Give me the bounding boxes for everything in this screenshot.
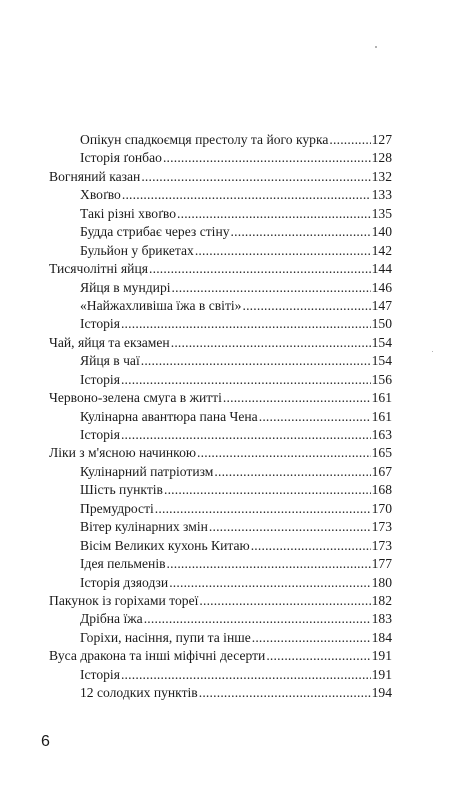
toc-page-number: 170 (371, 500, 392, 516)
dot-leader (171, 334, 371, 352)
toc-entry-title: Опікун спадкоємця престолу та його курка (80, 132, 329, 147)
toc-section (0, 666, 392, 684)
toc-section (0, 555, 392, 573)
toc-entry-title: Яйця в чаї (80, 353, 140, 369)
toc-chapter (0, 168, 392, 186)
toc-chapter (0, 444, 392, 462)
dot-leader (169, 574, 370, 592)
dot-leader (251, 537, 371, 555)
toc-section (0, 537, 392, 555)
toc-page-number: 180 (371, 574, 392, 590)
dot-leader (259, 408, 371, 426)
dot-leader (167, 555, 371, 573)
toc-entry-title: Історія (80, 371, 120, 387)
toc-page-number: 128 (371, 150, 392, 166)
toc-page-number: 173 (371, 537, 392, 553)
toc-section (0, 574, 392, 592)
toc-page-number: 154 (371, 334, 392, 350)
toc-section (0, 279, 392, 297)
toc-page-number: 182 (371, 592, 392, 608)
toc-page-number: 156 (371, 371, 392, 387)
dot-leader (252, 629, 371, 647)
toc-section (0, 352, 392, 370)
toc-chapter (0, 592, 392, 610)
toc-page-number: 191 (371, 666, 392, 682)
dot-leader (197, 444, 371, 462)
toc-entry-title: Вітер кулінарних змін (80, 519, 208, 535)
toc-section (0, 610, 392, 628)
toc-entry-title: Історія дзяодзи (80, 574, 169, 590)
dot-leader (121, 426, 371, 444)
toc-entry-title: Історія (80, 316, 120, 332)
dot-leader (172, 279, 371, 297)
paper-speck (375, 46, 377, 48)
toc-entry-title: Тисячолітні яйця (49, 261, 148, 277)
dot-leader (177, 205, 371, 223)
toc-entry-title: Вуса дракона та інші міфічні десерти (49, 648, 266, 664)
toc-entry-title: Горіхи, насіння, пупи та інше (80, 629, 251, 645)
toc-page-number: 150 (371, 316, 392, 332)
dot-leader (199, 684, 371, 702)
toc-chapter (0, 334, 392, 352)
dot-leader (141, 168, 370, 186)
toc-entry-title: Ліки з м'ясною начинкою (49, 445, 197, 461)
toc-section (0, 149, 392, 167)
dot-leader (144, 610, 371, 628)
toc-chapter (0, 260, 392, 278)
toc-section (0, 205, 392, 223)
toc-section (0, 481, 392, 499)
toc-page-number: 140 (371, 224, 392, 240)
toc-section (0, 371, 392, 389)
toc-entry-title: Історія (80, 666, 120, 682)
dot-leader (121, 315, 371, 333)
dot-leader (231, 223, 371, 241)
toc-page-number: 142 (371, 242, 392, 258)
toc-page-number: 135 (371, 205, 392, 221)
dot-leader (149, 260, 371, 278)
toc-entry-title: Шість пунктів (80, 482, 163, 498)
toc-entry-title: 12 солодких пунктів (80, 685, 198, 701)
toc-entry-title: Дрібна їжа (80, 611, 143, 627)
toc-page-number: 165 (371, 445, 392, 461)
toc-page-number: 133 (371, 187, 392, 203)
toc-section (0, 315, 392, 333)
toc-page-number: 183 (371, 611, 392, 627)
toc-page-number: 132 (371, 168, 392, 184)
dot-leader (121, 371, 371, 389)
toc-entry-title: Вісім Великих кухонь Китаю (80, 537, 250, 553)
dot-leader (242, 297, 370, 315)
toc-page-number: 147 (371, 297, 392, 313)
dot-leader (329, 131, 370, 149)
toc-page-number: 173 (371, 519, 392, 535)
toc-chapter (0, 389, 392, 407)
dot-leader (209, 518, 371, 536)
dot-leader (214, 463, 370, 481)
toc-page-number: 161 (371, 390, 392, 406)
dot-leader (141, 352, 371, 370)
toc-section (0, 684, 392, 702)
toc-entry-title: Хвоґво (80, 187, 121, 203)
toc-section (0, 242, 392, 260)
toc-entry-title: Премудрості (80, 500, 154, 516)
page-number: 6 (41, 733, 50, 750)
toc-section (0, 223, 392, 241)
dot-leader (121, 666, 371, 684)
dot-leader (155, 500, 371, 518)
dot-leader (266, 647, 370, 665)
toc-entry-title: Кулінарний патріотизм (80, 463, 214, 479)
toc-page-number: 177 (371, 556, 392, 572)
toc-page-number: 194 (371, 685, 392, 701)
toc-page-number: 168 (371, 482, 392, 498)
toc-page-number: 191 (371, 648, 392, 664)
toc-entry-title: Ідея пельменів (80, 556, 166, 572)
toc-section (0, 297, 392, 315)
toc-section (0, 518, 392, 536)
toc-entry-title: Історія ґонбао (80, 150, 162, 166)
toc-section (0, 500, 392, 518)
toc-page-number: 144 (371, 261, 392, 277)
dot-leader (164, 481, 371, 499)
dot-leader (163, 149, 371, 167)
toc-section (0, 426, 392, 444)
toc-section (0, 186, 392, 204)
toc-page-number: 163 (371, 427, 392, 442)
dot-leader (199, 592, 370, 610)
toc-entry-title: Чай, яйця та екзамен (49, 334, 170, 350)
toc-entry-title: Історія (80, 427, 120, 442)
dot-leader (122, 186, 371, 204)
toc-section (0, 131, 392, 149)
toc-chapter (0, 647, 392, 665)
dot-leader (195, 242, 371, 260)
toc-page-number: 184 (371, 629, 392, 645)
toc-page-number: 127 (371, 132, 392, 147)
toc-entry-title: Такі різні хвоґво (80, 205, 176, 221)
toc-entry-title: «Найжахливіша їжа в світі» (80, 297, 242, 313)
toc-entry-title: Будда стрибає через стіну (80, 224, 230, 240)
toc-entry-title: Червоно-зелена смуга в житті (49, 390, 222, 406)
toc-entry-title: Яйця в мундирі (80, 279, 171, 295)
dot-leader (223, 389, 371, 407)
toc-section (0, 463, 392, 481)
toc-page-number: 146 (371, 279, 392, 295)
toc-section (0, 408, 392, 426)
toc-entry-title: Бульйон у брикетах (80, 242, 194, 258)
toc-page-number: 161 (371, 408, 392, 424)
paper-speck (432, 351, 433, 352)
toc-entry-title: Кулінарна авантюра пана Чена (80, 408, 258, 424)
toc-entry-title: Вогняний казан (49, 168, 141, 184)
toc-page-number: 154 (371, 353, 392, 369)
toc-entry-title: Пакунок із горіхами тореї (49, 592, 199, 608)
toc-page-number: 167 (371, 463, 392, 479)
toc-section (0, 629, 392, 647)
table-of-contents (0, 131, 452, 703)
